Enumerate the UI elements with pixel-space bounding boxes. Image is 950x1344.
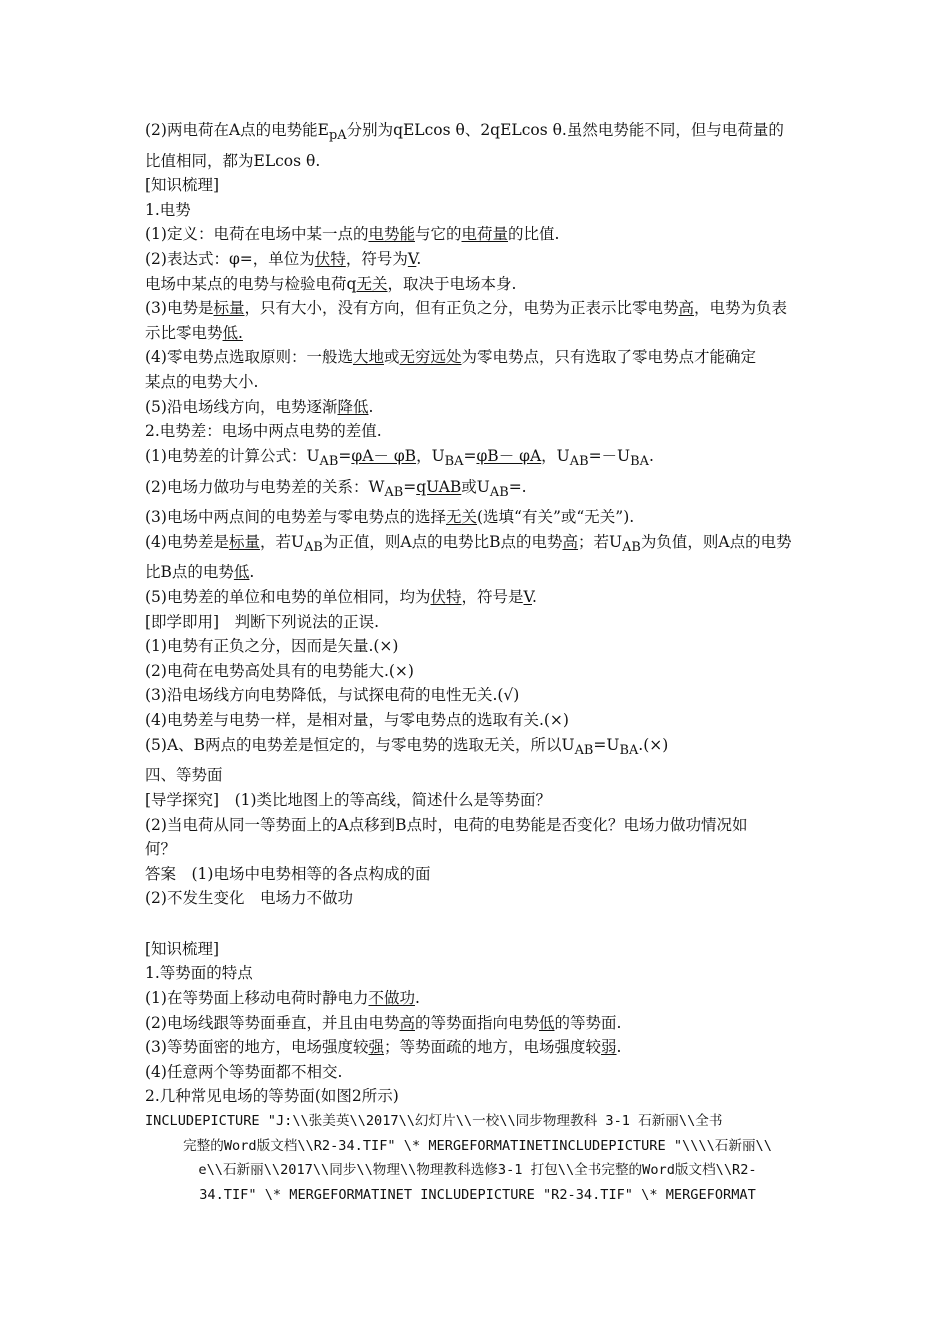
answer-blank: 电荷量 bbox=[461, 225, 509, 244]
text: 或 bbox=[383, 348, 400, 367]
text: . bbox=[648, 446, 654, 465]
quiz-item: (4)电势差与电势一样，是相对量，与零电势点的选取有关.(×) bbox=[145, 711, 569, 730]
text: ，U bbox=[416, 446, 445, 465]
answer-blank: 高 bbox=[399, 1013, 415, 1032]
text: (选填“有关”或“无关”). bbox=[476, 508, 635, 527]
paragraph bbox=[145, 585, 810, 610]
quiz-item: (1)电势有正负之分，因而是矢量.(×) bbox=[145, 637, 399, 656]
field-code-line: 34.TIF" \* MERGEFORMATINET INCLUDEPICTURE "R2-34.TIF" \* MERGEFORMAT bbox=[199, 1186, 756, 1203]
answer-blank: 无关 bbox=[445, 508, 477, 527]
field-code-line: 完整的Word版文档\\R2-34.TIF" \* MERGEFORMATINETINCLUDEPICTURE "\\\\石新丽\\ bbox=[183, 1137, 772, 1154]
text: (2)两电荷在A点的电势能E bbox=[145, 121, 329, 139]
answer-blank: 降低 bbox=[337, 397, 369, 416]
text: ，U bbox=[541, 446, 570, 465]
text: (3)等势面密的地方，电场强度较 bbox=[145, 1038, 369, 1057]
answer-blank: V bbox=[407, 250, 417, 269]
subscript: AB bbox=[384, 484, 404, 500]
subscript: AB bbox=[574, 742, 594, 758]
field-code-line: INCLUDEPICTURE "J:\\张美英\\2017\\幻灯片\\一校\\同步物理教科 3-1 石新丽\\全书 bbox=[145, 1113, 723, 1130]
text: (2)表达式：φ=，单位为 bbox=[145, 250, 315, 269]
paragraph bbox=[145, 345, 810, 370]
paragraph: (2)当电荷从同一等势面上的A点移到B点时，电荷的电势能是否变化？电场力做功情况如 bbox=[145, 815, 748, 834]
answer-blank: 高 bbox=[678, 299, 695, 318]
quiz-item: (2)电荷在电势高处具有的电势能大.(×) bbox=[145, 661, 414, 680]
paragraph bbox=[145, 505, 810, 530]
text: 与它的 bbox=[414, 225, 462, 244]
text: (3)电场中两点间的电势差与零电势点的选择 bbox=[145, 508, 446, 527]
text: 或U bbox=[461, 477, 490, 496]
answer-blank: 低 bbox=[539, 1013, 555, 1032]
text: 比B点的电势 bbox=[145, 563, 234, 582]
text: . bbox=[414, 989, 420, 1008]
text: 为正值，则A点的电势比B点的电势 bbox=[322, 532, 563, 551]
heading: 2.电势差：电场中两点电势的差值. bbox=[145, 422, 382, 441]
text: (5)沿电场线方向，电势逐渐 bbox=[145, 397, 338, 416]
subscript: AB bbox=[569, 453, 589, 469]
paragraph bbox=[145, 321, 810, 346]
text: = bbox=[338, 446, 352, 465]
subscript: pA bbox=[328, 128, 347, 144]
answer-blank: qUAB bbox=[416, 477, 462, 496]
answer-blank: φB－ φA bbox=[476, 446, 542, 465]
text: (2)电场线跟等势面垂直，并且由电势 bbox=[145, 1013, 400, 1032]
text: .(×) bbox=[638, 735, 669, 754]
quiz-item bbox=[145, 733, 810, 764]
text: 为负值，则A点的电势 bbox=[640, 532, 792, 551]
text: =. bbox=[508, 477, 527, 496]
text: . bbox=[531, 588, 537, 607]
text: . bbox=[616, 1038, 622, 1057]
subscript: AB bbox=[304, 539, 323, 555]
quiz-item: (3)沿电场线方向电势降低，与试探电荷的电性无关.(√) bbox=[145, 686, 520, 705]
paragraph: 某点的电势大小. bbox=[145, 373, 259, 392]
text: (2)电场力做功与电势差的关系：W bbox=[145, 477, 385, 496]
text: ，取决于电场本身. bbox=[387, 274, 517, 293]
answer-blank: 标量 bbox=[213, 299, 245, 318]
answer-blank: 电势能 bbox=[368, 225, 415, 244]
paragraph bbox=[145, 272, 810, 297]
text: 的比值. bbox=[508, 225, 560, 244]
paragraph: 何？ bbox=[145, 840, 177, 859]
text: ，符号是 bbox=[461, 588, 524, 607]
answer-blank: 无关 bbox=[356, 274, 388, 293]
text: 示比零电势 bbox=[145, 323, 223, 342]
text: =－U bbox=[588, 446, 631, 465]
subscript: BA bbox=[630, 453, 649, 469]
text: = bbox=[463, 446, 477, 465]
text: 的等势面指向电势 bbox=[414, 1013, 539, 1032]
text: (4)零电势点选取原则：一般选 bbox=[145, 348, 353, 367]
paragraph: (4)任意两个等势面都不相交. bbox=[145, 1062, 343, 1081]
paragraph bbox=[145, 1035, 810, 1060]
paragraph: 比值相同，都为ELcos θ. bbox=[145, 151, 321, 170]
answer: (2)不发生变化 电场力不做功 bbox=[145, 889, 353, 908]
paragraph bbox=[145, 1011, 810, 1036]
heading: 1.等势面的特点 bbox=[145, 964, 253, 983]
text: (1)在等势面上移动电荷时静电力 bbox=[145, 989, 369, 1008]
paragraph bbox=[145, 560, 810, 585]
text: (4)电势差是 bbox=[145, 532, 229, 551]
answer-blank: 标量 bbox=[228, 532, 260, 551]
text: = bbox=[403, 477, 417, 496]
heading: 四、等势面 bbox=[145, 766, 223, 785]
heading: 2.几种常见电场的等势面(如图2所示) bbox=[145, 1087, 399, 1106]
heading: 1.电势 bbox=[145, 200, 191, 219]
text: (1)定义：电荷在电场中某一点的 bbox=[145, 225, 369, 244]
section-label: [知识梳理] bbox=[145, 939, 220, 958]
text: ；若U bbox=[577, 532, 623, 551]
paragraph bbox=[145, 530, 810, 561]
text: (1)电势差的计算公式：U bbox=[145, 446, 320, 465]
section-label: [导学探究] (1)类比地图上的等高线，简述什么是等势面？ bbox=[145, 790, 552, 809]
text: ，只有大小，没有方向，但有正负之分，电势为正表示比零电势 bbox=[244, 299, 679, 318]
paragraph bbox=[145, 222, 810, 247]
section-label: [即学即用] 判断下列说法的正误. bbox=[145, 612, 380, 631]
answer-blank: 低 bbox=[233, 563, 250, 582]
subscript: AB bbox=[319, 453, 339, 469]
text: ，电势为负表 bbox=[694, 299, 788, 318]
subscript: AB bbox=[622, 539, 641, 555]
text: . bbox=[416, 250, 422, 269]
text: =U bbox=[593, 735, 620, 754]
paragraph bbox=[145, 395, 810, 420]
section-label: [知识梳理] bbox=[145, 176, 220, 195]
text: ；等势面疏的地方，电场强度较 bbox=[383, 1038, 601, 1057]
text: 电场中某点的电势与检验电荷q bbox=[145, 274, 357, 293]
paragraph bbox=[145, 118, 810, 149]
answer-blank: 无穷远处 bbox=[399, 348, 462, 367]
text: 的等势面. bbox=[554, 1013, 622, 1032]
text: (5)A、B两点的电势差是恒定的，与零电势的选取无关，所以U bbox=[145, 735, 575, 754]
answer-blank: 伏特 bbox=[314, 250, 346, 269]
text: . bbox=[249, 563, 255, 582]
text: . bbox=[368, 397, 374, 416]
spacer bbox=[145, 911, 810, 937]
answer-blank: 强 bbox=[368, 1038, 384, 1057]
document-body bbox=[145, 118, 810, 1207]
text: (5)电势差的单位和电势的单位相同，均为 bbox=[145, 588, 431, 607]
answer-blank: 弱 bbox=[601, 1038, 617, 1057]
field-code-line: e\\石新丽\\2017\\同步\\物理\\物理教科选修3-1 打包\\全书完整的Word版文档\\R2- bbox=[198, 1162, 757, 1179]
text: ，符号为 bbox=[345, 250, 408, 269]
paragraph bbox=[145, 986, 810, 1011]
answer-blank: 低. bbox=[222, 323, 243, 342]
answer-blank: 伏特 bbox=[430, 588, 462, 607]
paragraph bbox=[145, 475, 810, 506]
answer-blank: 大地 bbox=[352, 348, 384, 367]
text: 分别为qELcos θ、2qELcos θ.虽然电势能不同，但与电荷量的 bbox=[346, 121, 784, 139]
answer-blank: φA－ φB bbox=[351, 446, 417, 465]
text: 为零电势点，只有选取了零电势点才能确定 bbox=[461, 348, 757, 367]
subscript: AB bbox=[489, 484, 509, 500]
text: ，若U bbox=[259, 532, 305, 551]
subscript: BA bbox=[444, 453, 464, 469]
answer-blank: 不做功 bbox=[368, 989, 415, 1008]
answer-blank: 高 bbox=[562, 532, 578, 551]
paragraph bbox=[145, 296, 810, 321]
paragraph bbox=[145, 444, 810, 475]
paragraph bbox=[145, 247, 810, 272]
answer-blank: V bbox=[523, 588, 532, 607]
text: (3)电势是 bbox=[145, 299, 214, 318]
subscript: BA bbox=[619, 742, 639, 758]
answer: 答案 (1)电场中电势相等的各点构成的面 bbox=[145, 864, 431, 883]
